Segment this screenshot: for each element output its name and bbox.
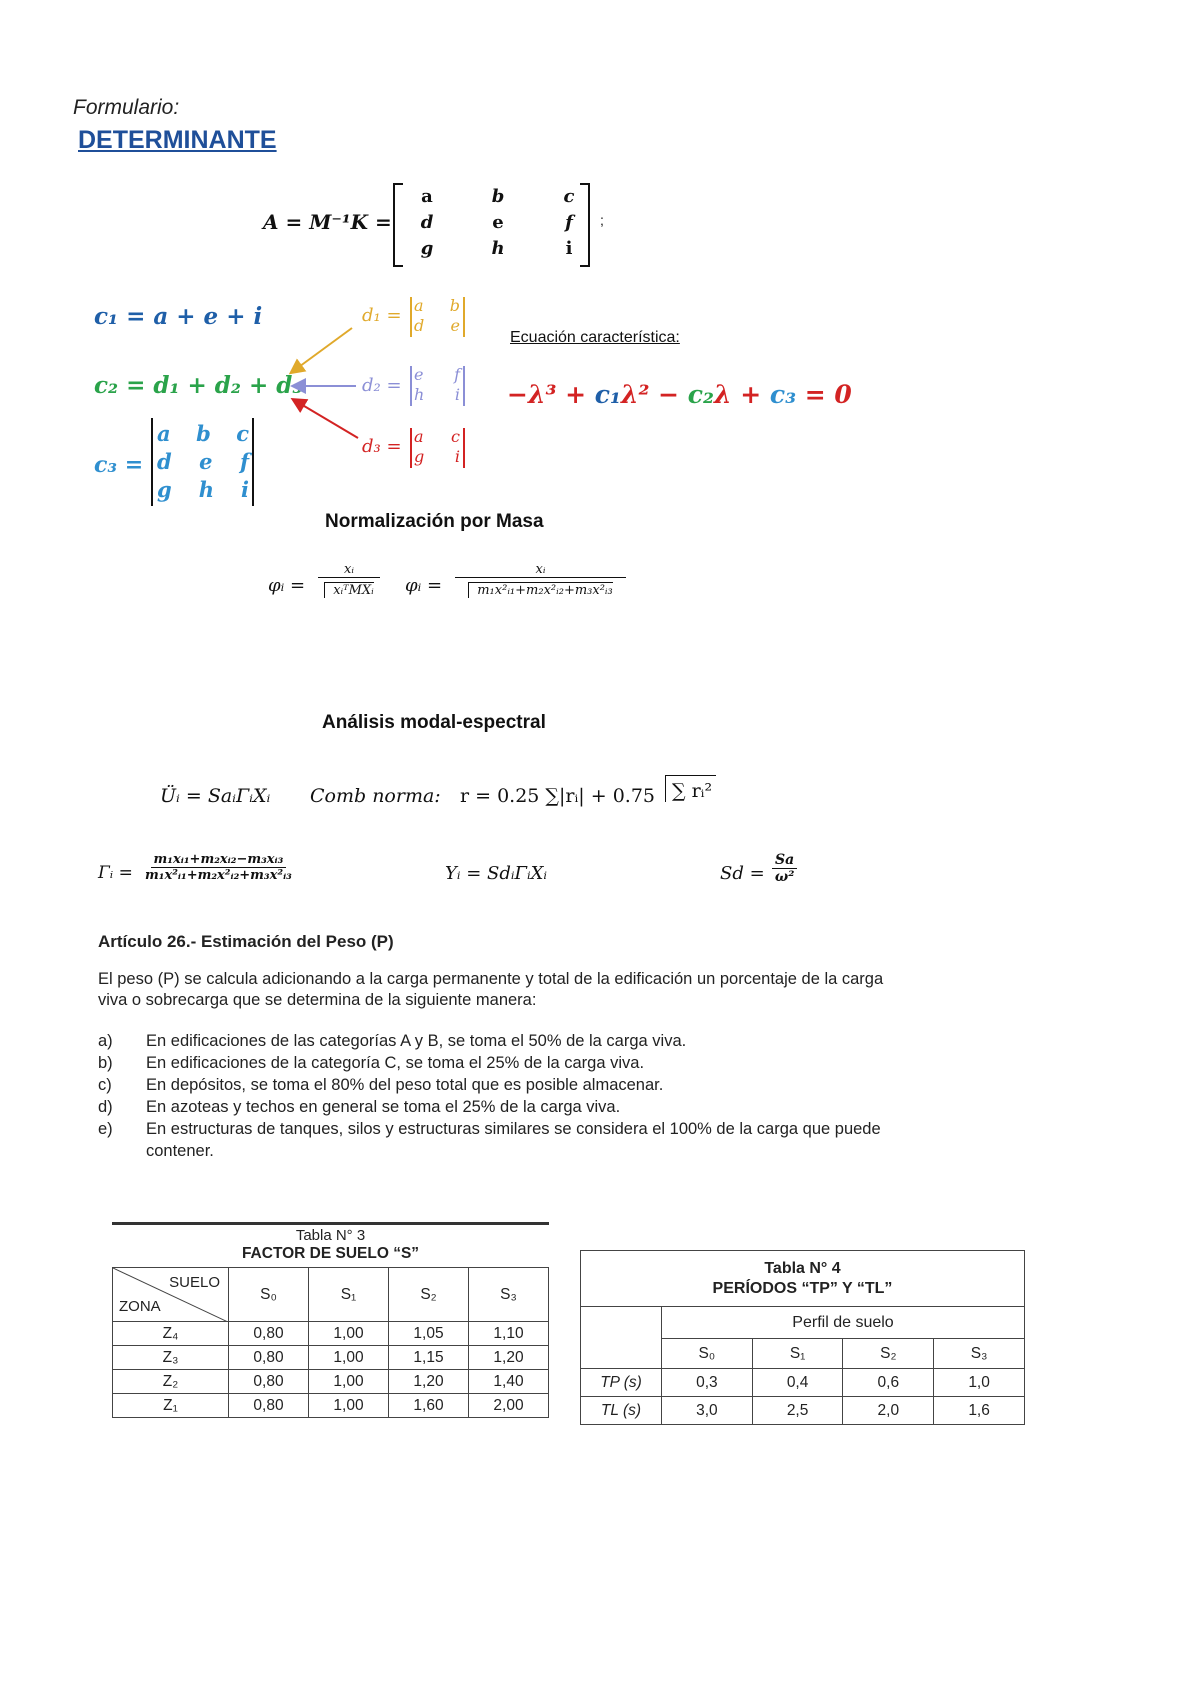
- table-row: [581, 1369, 1025, 1397]
- formulario-label: Formulario:: [73, 96, 180, 119]
- table3-corner: [113, 1268, 229, 1322]
- c3-left-bar: [151, 418, 153, 506]
- det-cell: i: [241, 477, 249, 502]
- det-cell: a: [157, 421, 171, 446]
- table4-title: [581, 1251, 1025, 1307]
- table-cell: 0,80: [229, 1394, 309, 1418]
- column-header: S₁: [309, 1268, 389, 1322]
- gamma-fraction: [145, 852, 292, 883]
- matrix-cell: c: [563, 186, 575, 207]
- gamma-lhs: Γᵢ =: [98, 863, 133, 883]
- table4-empty-corner: [581, 1307, 662, 1369]
- column-header: S₀: [662, 1339, 753, 1369]
- row-header: Z₃: [113, 1346, 229, 1370]
- c1-equation: c₁ = a + e + i: [94, 303, 263, 330]
- eq-c2: c₂: [687, 380, 714, 409]
- det-cell: g: [157, 477, 172, 502]
- sd-denominator: ω²: [774, 869, 795, 885]
- table-cell: 0,6: [843, 1369, 934, 1397]
- list-text: En estructuras de tanques, silos y estructuras similares se considera el 100% de la carga que puede: [146, 1120, 881, 1138]
- list-item: [98, 1096, 1098, 1118]
- phi2-numerator: xᵢ: [455, 562, 626, 578]
- table-cell: 0,80: [229, 1370, 309, 1394]
- d1-determinant: [414, 296, 460, 336]
- list-letter: d): [98, 1098, 113, 1116]
- matrix-lhs: A = M⁻¹K =: [263, 210, 392, 234]
- table-cell: 1,00: [309, 1322, 389, 1346]
- corner-zona: ZONA: [119, 1298, 161, 1315]
- det-cell: b: [196, 421, 211, 446]
- table-row: [581, 1307, 1025, 1339]
- eq-c1: c₁: [594, 380, 621, 409]
- eq-c3: c₃: [769, 380, 797, 409]
- table-cell: 1,40: [469, 1370, 549, 1394]
- table-cell: 0,3: [662, 1369, 753, 1397]
- list-text: En edificaciones de la categoría C, se toma el 25% de la carga viva.: [146, 1054, 645, 1072]
- c2-equation: c₂ = d₁ + d₂ + d₃: [94, 372, 303, 399]
- gamma-denominator: m₁x²ᵢ₁+m₂x²ᵢ₂+m₃x²ᵢ₃: [145, 868, 292, 883]
- det-cell: a: [414, 427, 424, 446]
- matrix-row: [413, 238, 583, 264]
- det-cell: b: [449, 296, 460, 315]
- det-cell: e: [199, 449, 213, 474]
- matrix-tail: ;: [600, 212, 604, 228]
- column-header: S₂: [843, 1339, 934, 1369]
- characteristic-label: Ecuación característica:: [510, 329, 680, 346]
- comb-equation: r = 0.25 ∑|rᵢ| + 0.75: [460, 785, 656, 807]
- matrix-cell: e: [492, 212, 504, 233]
- table-row: [113, 1322, 549, 1346]
- det-cell: i: [454, 447, 460, 466]
- article-title: Artículo 26.- Estimación del Peso (P): [98, 932, 394, 951]
- matrix-cell: h: [491, 238, 505, 259]
- det-cell: i: [454, 385, 460, 404]
- matrix-cell: g: [420, 238, 434, 259]
- sd-lhs: Sd =: [720, 863, 765, 884]
- table-cell: 1,20: [469, 1346, 549, 1370]
- d1-label: d₁ =: [362, 305, 402, 326]
- row-header: TP (s): [581, 1369, 662, 1397]
- d2-label: d₂ =: [362, 375, 402, 396]
- table-cell: 0,80: [229, 1322, 309, 1346]
- table4-group-header: Perfil de suelo: [662, 1307, 1025, 1339]
- table3-title2: FACTOR DE SUELO “S”: [241, 1245, 420, 1262]
- list-item-continuation: [98, 1140, 1098, 1162]
- list-item: [98, 1118, 1098, 1140]
- d3-left-bar: [410, 428, 412, 468]
- matrix-cell: d: [420, 212, 434, 233]
- det-cell: a: [414, 296, 424, 315]
- d1-left-bar: [410, 297, 412, 337]
- table-row: [113, 1394, 549, 1418]
- matrix-cell: f: [565, 212, 573, 233]
- matrix-cell: a: [421, 186, 433, 207]
- det-cell: e: [414, 365, 424, 384]
- table-cell: 0,80: [229, 1346, 309, 1370]
- d1-right-bar: [463, 297, 465, 337]
- table-row: [581, 1397, 1025, 1425]
- table-cell: 1,0: [934, 1369, 1025, 1397]
- table-cell: 1,20: [389, 1370, 469, 1394]
- column-header: S₂: [389, 1268, 469, 1322]
- det-cell: h: [198, 477, 214, 502]
- table4: [580, 1250, 1025, 1425]
- table3: [112, 1222, 549, 1418]
- article-intro: [98, 969, 1098, 1011]
- matrix-cell: b: [491, 186, 505, 207]
- d3-determinant: [414, 427, 460, 467]
- arrow-d3: [294, 400, 358, 438]
- list-letter: e): [98, 1120, 113, 1138]
- matrix-row: [413, 186, 583, 212]
- c3-determinant: [157, 420, 249, 504]
- table-cell: 2,00: [469, 1394, 549, 1418]
- matrix-body: [413, 186, 583, 264]
- eq-part: = 0: [796, 380, 852, 409]
- phi1-lhs: φᵢ =: [268, 575, 306, 596]
- list-text: En depósitos, se toma el 80% del peso total que es posible almacenar.: [146, 1076, 664, 1094]
- d2-right-bar: [463, 366, 465, 406]
- phi1-fraction: [318, 562, 380, 598]
- d3-right-bar: [463, 428, 465, 468]
- table-cell: 2,0: [843, 1397, 934, 1425]
- row-header: Z₂: [113, 1370, 229, 1394]
- row-header: TL (s): [581, 1397, 662, 1425]
- modal-title: Análisis modal-espectral: [322, 712, 546, 733]
- column-header: S₁: [752, 1339, 843, 1369]
- table4-title1: Tabla N° 4: [764, 1259, 841, 1277]
- column-header: S₀: [229, 1268, 309, 1322]
- phi1-denominator: xᵢᵀMXᵢ: [324, 582, 374, 598]
- phi1-numerator: xᵢ: [318, 562, 380, 578]
- d2-determinant: [414, 365, 460, 405]
- phi2-denominator: m₁x²ᵢ₁+m₂x²ᵢ₂+m₃x²ᵢ₃: [468, 582, 613, 598]
- list-letter: a): [98, 1032, 113, 1050]
- det-cell: c: [451, 427, 460, 446]
- characteristic-equation: [507, 380, 852, 409]
- table-row: [113, 1268, 549, 1322]
- table-cell: 2,5: [752, 1397, 843, 1425]
- arrow-d1: [292, 328, 352, 372]
- accel-equation: Üᵢ = SaᵢΓᵢXᵢ: [160, 785, 271, 807]
- comb-label: Comb norma:: [310, 785, 441, 807]
- d3-label: d₃ =: [362, 436, 402, 457]
- list-text: En azoteas y techos en general se toma el 25% de la carga viva.: [146, 1098, 621, 1116]
- list-text: En edificaciones de las categorías A y B, se toma el 50% de la carga viva.: [146, 1032, 687, 1050]
- table-cell: 1,00: [309, 1346, 389, 1370]
- d2-left-bar: [410, 366, 412, 406]
- eq-part: λ² −: [620, 380, 688, 409]
- table-cell: 3,0: [662, 1397, 753, 1425]
- disp-equation: Yᵢ = SdᵢΓᵢXᵢ: [445, 863, 548, 884]
- table-cell: 0,4: [752, 1369, 843, 1397]
- article-list: [98, 1030, 1098, 1162]
- det-cell: g: [414, 447, 425, 466]
- table-cell: 1,05: [389, 1322, 469, 1346]
- phi2-fraction: [455, 562, 626, 598]
- intro-line: El peso (P) se calcula adicionando a la carga permanente y total de la edificación un porcentaje de la carga: [98, 970, 884, 988]
- table-row: [113, 1370, 549, 1394]
- table-row: [113, 1346, 549, 1370]
- table3-title1: Tabla N° 3: [295, 1227, 366, 1244]
- sd-numerator: Sa: [772, 852, 797, 869]
- list-item: [98, 1052, 1098, 1074]
- det-cell: f: [454, 365, 460, 384]
- table4-title2: PERÍODOS “TP” Y “TL”: [712, 1279, 893, 1297]
- det-cell: d: [414, 316, 425, 335]
- row-header: Z₁: [113, 1394, 229, 1418]
- det-cell: d: [157, 449, 172, 474]
- table-cell: 1,00: [309, 1370, 389, 1394]
- det-cell: h: [414, 385, 425, 404]
- table3-grid: [112, 1267, 549, 1418]
- gamma-numerator: m₁xᵢ₁+m₂xᵢ₂−m₃xᵢ₃: [151, 852, 287, 868]
- eq-part: −λ³ +: [507, 380, 595, 409]
- list-letter: c): [98, 1076, 112, 1094]
- det-cell: e: [450, 316, 460, 335]
- table-cell: 1,15: [389, 1346, 469, 1370]
- sd-fraction: [772, 852, 797, 885]
- normalization-title: Normalización por Masa: [325, 511, 544, 532]
- phi2-lhs: φᵢ =: [405, 575, 443, 596]
- list-letter: b): [98, 1054, 113, 1072]
- row-header: Z₄: [113, 1322, 229, 1346]
- matrix-left-bracket: [393, 183, 403, 267]
- matrix-row: [413, 212, 583, 238]
- column-header: S₃: [934, 1339, 1025, 1369]
- list-item: [98, 1030, 1098, 1052]
- corner-suelo: SUELO: [169, 1274, 220, 1291]
- table-cell: 1,10: [469, 1322, 549, 1346]
- det-cell: c: [236, 421, 249, 446]
- page-heading: DETERMINANTE: [78, 126, 277, 154]
- comb-root: ∑ rᵢ²: [665, 775, 716, 802]
- list-text: contener.: [146, 1142, 214, 1160]
- intro-line: viva o sobrecarga que se determina de la siguiente manera:: [98, 991, 537, 1009]
- table-row: [581, 1251, 1025, 1307]
- eq-part: λ +: [713, 380, 770, 409]
- table-cell: 1,00: [309, 1394, 389, 1418]
- c3-label: c₃ =: [94, 452, 144, 478]
- det-cell: f: [239, 449, 249, 474]
- arrows-svg: [280, 310, 370, 450]
- list-item: [98, 1074, 1098, 1096]
- table-cell: 1,60: [389, 1394, 469, 1418]
- table-cell: 1,6: [934, 1397, 1025, 1425]
- column-header: S₃: [469, 1268, 549, 1322]
- c3-right-bar: [252, 418, 254, 506]
- matrix-cell: i: [565, 238, 573, 259]
